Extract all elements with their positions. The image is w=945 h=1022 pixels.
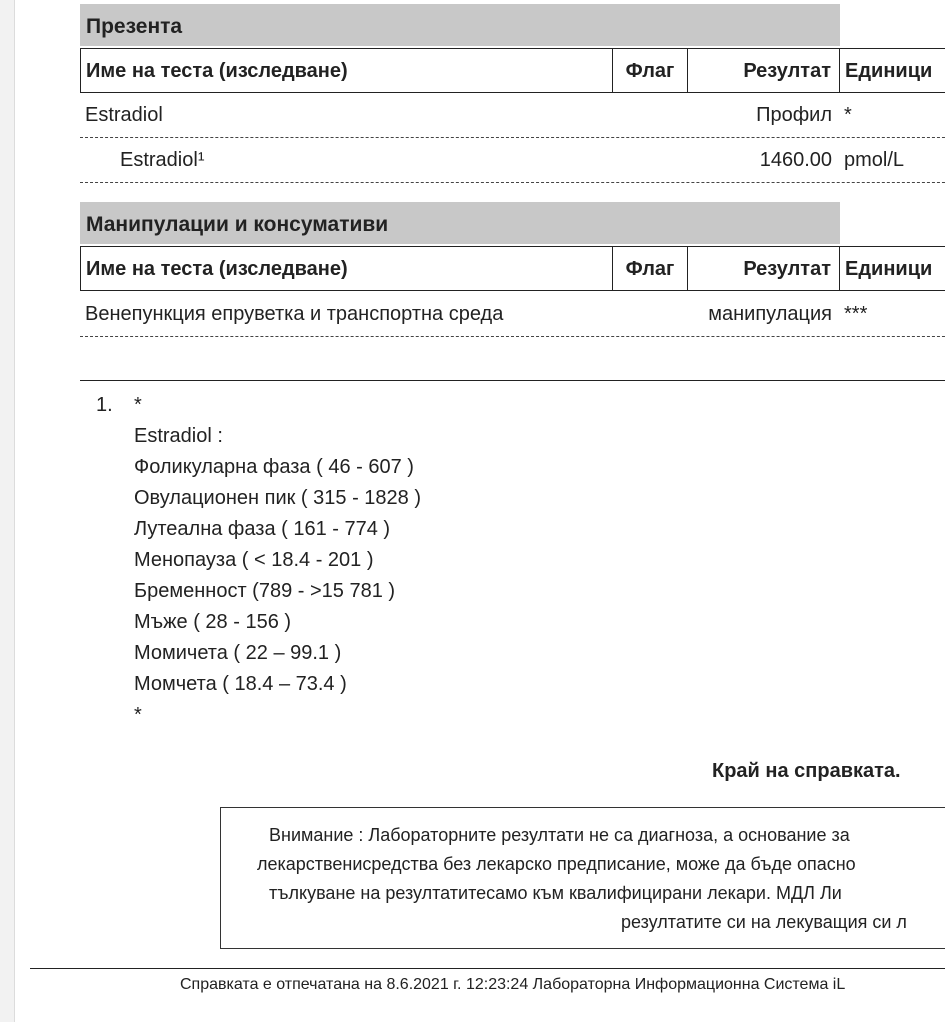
header-flag: Флаг xyxy=(613,49,688,92)
row-unit: pmol/L xyxy=(844,149,905,171)
header-result: Резултат xyxy=(688,49,840,92)
end-of-report: Край на справката. xyxy=(712,760,901,782)
row-unit: * xyxy=(844,104,852,126)
note-line: Бременност (789 - >15 781 ) xyxy=(134,580,396,602)
header-test-name: Име на теста (изследване) xyxy=(81,49,613,92)
row-result: Профил xyxy=(756,104,832,126)
header-result: Резултат xyxy=(688,247,840,290)
table-header xyxy=(80,246,945,291)
row-result: манипулация xyxy=(708,303,832,325)
note-line: Менопауза ( < 18.4 - 201 ) xyxy=(134,549,374,571)
warning-line: тълкуване на резултатитесамо към квалифицирани лекари. МДЛ Ли xyxy=(269,883,842,903)
section-title-prezenta: Презента xyxy=(80,4,840,46)
table-row xyxy=(80,292,945,337)
note-line: Фоликуларна фаза ( 46 - 607 ) xyxy=(134,456,414,478)
row-test-name: Венепункция епруветка и транспортна среда xyxy=(85,303,504,325)
warning-line: Внимание : Лабораторните резултати не са диагноза, а основание за xyxy=(269,825,850,845)
row-result: 1460.00 xyxy=(759,149,832,171)
note-line: Мъже ( 28 - 156 ) xyxy=(134,611,292,633)
section-title-manipulations: Манипулации и консумативи xyxy=(80,202,840,244)
note-line: Овулационен пик ( 315 - 1828 ) xyxy=(134,487,421,509)
page-left-edge xyxy=(0,0,15,1022)
header-units: Единици xyxy=(845,60,933,82)
header-test-name: Име на теста (изследване) xyxy=(81,247,613,290)
note-line: Estradiol : xyxy=(134,425,223,447)
header-flag: Флаг xyxy=(613,247,688,290)
row-test-name: Estradiol¹ xyxy=(120,149,205,171)
header-units: Единици xyxy=(845,258,933,280)
print-footer: Справката е отпечатана на 8.6.2021 г. 12:23:24 Лабораторна Информационна Система iL xyxy=(180,976,846,993)
row-unit: *** xyxy=(844,303,868,325)
notes-divider xyxy=(80,380,945,381)
table-header xyxy=(80,48,945,93)
note-number: 1. xyxy=(96,394,113,416)
note-line: Лутеална фаза ( 161 - 774 ) xyxy=(134,518,391,540)
note-lines xyxy=(134,390,734,731)
note-line: Момичета ( 22 – 99.1 ) xyxy=(134,642,342,664)
footer-divider xyxy=(30,968,945,969)
note-line: * xyxy=(134,394,142,416)
table-row xyxy=(80,93,945,138)
table-row xyxy=(80,138,945,183)
note-line: Момчета ( 18.4 – 73.4 ) xyxy=(134,673,347,695)
row-test-name: Estradiol xyxy=(85,104,163,126)
note-line: * xyxy=(134,704,142,726)
warning-line: лекарственисредства без лекарско предписание, може да бъде опасно xyxy=(257,854,856,874)
warning-box xyxy=(220,807,945,949)
warning-line: резултатите си на лекуващия си л xyxy=(621,912,907,932)
